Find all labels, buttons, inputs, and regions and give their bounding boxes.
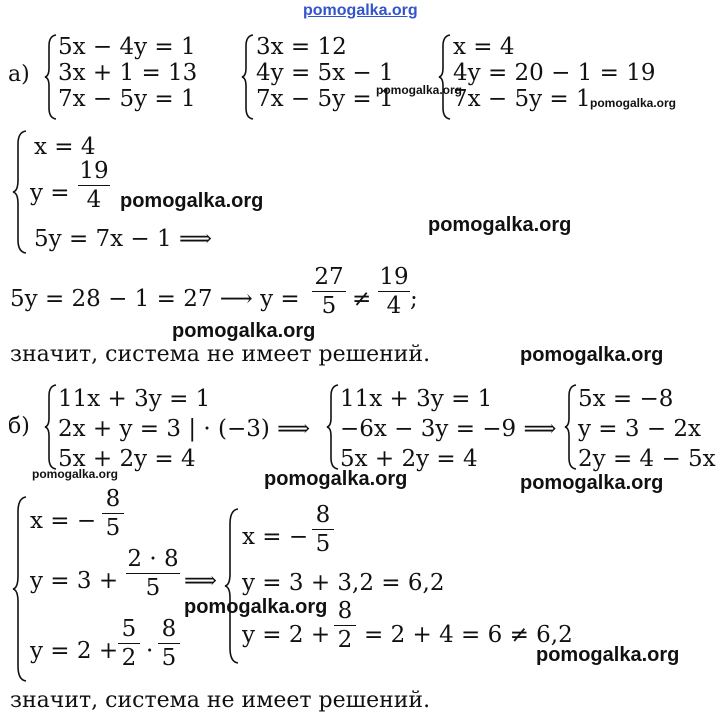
numerator: 5 bbox=[121, 616, 137, 642]
numerator: 19 bbox=[79, 158, 109, 184]
denominator: 5 bbox=[315, 531, 331, 557]
fraction-bar bbox=[158, 643, 180, 644]
conclusion-b: значит, система не имеет решений. bbox=[10, 688, 431, 713]
system-b3 bbox=[578, 384, 716, 474]
equation: 2y = 4 − 5x bbox=[578, 446, 716, 472]
denominator: 2 bbox=[337, 627, 353, 653]
numerator: 2 · 8 bbox=[127, 546, 179, 572]
system-a1 bbox=[58, 34, 197, 112]
watermark: pomogalka.org bbox=[184, 596, 328, 618]
not-equal-sign: ≠ bbox=[352, 286, 372, 312]
equation: 11x + 3y = 1 bbox=[340, 386, 493, 412]
denominator: 5 bbox=[145, 575, 161, 601]
watermark: pomogalka.org bbox=[172, 320, 316, 342]
implies-arrow: ⟹ bbox=[184, 568, 217, 594]
watermark: pomogalka.org bbox=[376, 83, 463, 97]
fraction-bar bbox=[126, 573, 180, 574]
fraction bbox=[78, 158, 110, 213]
equation: 3x = 12 bbox=[256, 34, 347, 60]
fraction bbox=[158, 616, 180, 671]
fraction bbox=[334, 598, 356, 653]
equation: 5x + 2y = 4 bbox=[58, 446, 196, 472]
equation: 11x + 3y = 1 bbox=[58, 386, 211, 412]
equation-rhs: = 2 + 4 = 6 ≠ 6,2 bbox=[364, 622, 573, 648]
equation: 5x − 4y = 1 bbox=[58, 34, 196, 60]
watermark: pomogalka.org bbox=[520, 472, 664, 494]
denominator: 4 bbox=[386, 293, 402, 319]
fraction-bar bbox=[118, 643, 140, 644]
part-b-label: б) bbox=[8, 414, 30, 439]
conclusion-a: значит, система не имеет решений. bbox=[10, 342, 431, 367]
brace bbox=[44, 384, 58, 470]
watermark: pomogalka.org bbox=[536, 644, 680, 666]
equation: 5x = −8 bbox=[578, 386, 674, 412]
multiply-dot: · bbox=[146, 638, 154, 664]
numerator: 8 bbox=[105, 486, 121, 512]
equation: 4y = 20 − 1 = 19 bbox=[453, 60, 656, 86]
watermark: pomogalka.org bbox=[428, 214, 572, 236]
equation: y = 3 − 2x bbox=[578, 416, 702, 442]
equation-lhs: x = − bbox=[242, 524, 309, 550]
fraction bbox=[312, 264, 346, 319]
watermark: pomogalka.org bbox=[264, 468, 408, 490]
fraction-bar bbox=[378, 291, 410, 292]
equation-lhs: y = 2 + bbox=[30, 638, 119, 664]
equation: 7x − 5y = 1 bbox=[58, 86, 196, 112]
equation: x = 4 bbox=[453, 34, 515, 60]
brace bbox=[241, 34, 255, 120]
fraction-bar bbox=[102, 513, 124, 514]
equation: 7x − 5y = 1 bbox=[256, 86, 394, 112]
denominator: 4 bbox=[86, 187, 102, 213]
semicolon: ; bbox=[410, 286, 418, 312]
equation: x = 4 bbox=[34, 134, 96, 160]
fraction-bar bbox=[78, 185, 110, 186]
brace bbox=[564, 384, 578, 470]
equation: 4y = 5x − 1 bbox=[256, 60, 394, 86]
watermark: pomogalka.org bbox=[120, 190, 264, 212]
numerator: 19 bbox=[379, 264, 409, 290]
equation: 5y = 7x − 1 ⟹ bbox=[34, 226, 212, 252]
equation: 7x − 5y = 1 bbox=[453, 86, 591, 112]
watermark-top: pomogalka.org bbox=[303, 2, 418, 19]
denominator: 5 bbox=[161, 645, 177, 671]
denominator: 5 bbox=[321, 293, 337, 319]
calculation-lhs: 5y = 28 − 1 = 27 ⟶ y = bbox=[10, 286, 300, 312]
watermark: pomogalka.org bbox=[590, 96, 677, 110]
equation: 3x + 1 = 13 bbox=[58, 60, 198, 86]
equation-lhs: y = 3 + bbox=[30, 568, 119, 594]
equation: 2x + y = 3 | · (−3) ⟹ bbox=[58, 416, 311, 442]
system-a2 bbox=[256, 34, 394, 112]
numerator: 8 bbox=[337, 598, 353, 624]
fraction bbox=[378, 264, 410, 319]
brace bbox=[224, 508, 240, 664]
brace bbox=[12, 496, 28, 682]
equation-lhs: y = 2 + bbox=[242, 622, 331, 648]
numerator: 8 bbox=[315, 502, 331, 528]
fraction-bar bbox=[312, 529, 334, 530]
fraction bbox=[312, 502, 334, 557]
brace bbox=[12, 130, 28, 254]
equation-lhs: x = − bbox=[30, 508, 97, 534]
brace bbox=[44, 34, 58, 120]
equation-lhs: y = bbox=[30, 180, 70, 206]
fraction bbox=[118, 616, 140, 671]
brace bbox=[326, 384, 340, 470]
system-b1 bbox=[58, 384, 310, 474]
fraction-bar bbox=[334, 625, 356, 626]
denominator: 2 bbox=[121, 645, 137, 671]
equation: −6x − 3y = −9 ⟹ bbox=[340, 416, 557, 442]
numerator: 8 bbox=[161, 616, 177, 642]
fraction bbox=[102, 486, 124, 541]
equation: y = 3 + 3,2 = 6,2 bbox=[242, 570, 445, 596]
fraction bbox=[126, 546, 180, 601]
numerator: 27 bbox=[314, 264, 344, 290]
equation: 5x + 2y = 4 bbox=[340, 446, 478, 472]
fraction-bar bbox=[312, 291, 346, 292]
system-b2 bbox=[340, 384, 556, 474]
denominator: 5 bbox=[105, 515, 121, 541]
part-a-label: а) bbox=[8, 62, 30, 87]
watermark: pomogalka.org bbox=[32, 467, 119, 481]
watermark: pomogalka.org bbox=[520, 344, 664, 366]
brace bbox=[438, 34, 452, 120]
